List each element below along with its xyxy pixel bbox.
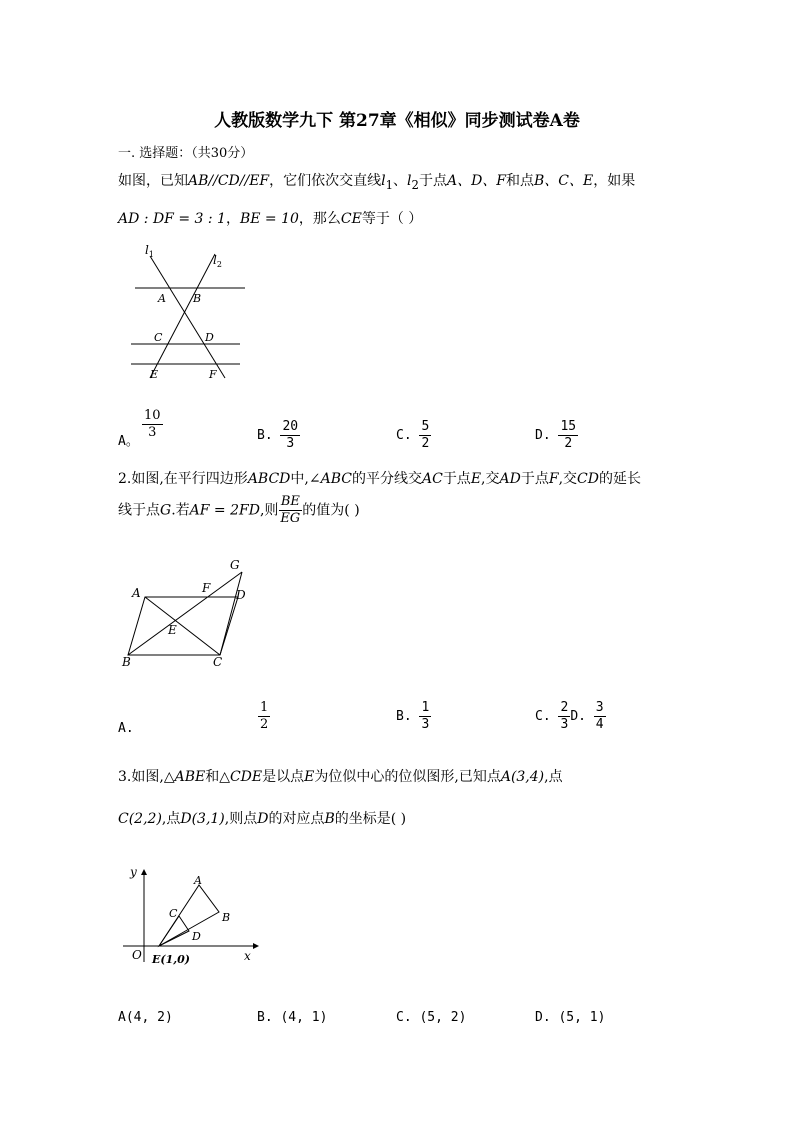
q2-option-c-num: 2 bbox=[560, 700, 569, 715]
q2-text: 2.如图,在平行四边形 bbox=[118, 471, 248, 487]
q1-points-adf: A、D、F bbox=[446, 173, 507, 189]
q1-option-a-den: 3 bbox=[148, 425, 157, 440]
q2-label-e: E bbox=[168, 623, 177, 637]
q2-figure bbox=[118, 555, 258, 670]
q1-option-d bbox=[535, 419, 578, 452]
q3-triangle-cde: △CDE bbox=[219, 769, 263, 785]
q3-label-x: x bbox=[244, 949, 251, 963]
q2-option-c-label: C. bbox=[535, 709, 551, 724]
q3-option-b: B. (4, 1) bbox=[257, 1010, 328, 1025]
q3-text: ,则点 bbox=[224, 811, 258, 827]
q2-angle: ∠ABC bbox=[308, 471, 352, 487]
q1-text: ，它们依次交直线 bbox=[269, 173, 382, 189]
q2-option-a-label: A. bbox=[118, 721, 134, 736]
q2-fraction-den: EG bbox=[280, 511, 301, 526]
q2-text: .若 bbox=[171, 502, 190, 519]
q2-text: 于点 bbox=[520, 471, 549, 487]
q1-label-l2: $l_2$ bbox=[213, 253, 222, 269]
q1-sep: 、 bbox=[393, 173, 408, 189]
q2-fraction bbox=[278, 494, 302, 527]
q2-option-d-den: 4 bbox=[595, 717, 604, 732]
q1-option-b-den: 3 bbox=[286, 436, 295, 451]
q1-label-a: A bbox=[158, 292, 166, 305]
q1-line-l1 bbox=[150, 256, 225, 378]
q1-ce-var: CE bbox=[340, 211, 362, 227]
q3-label-y: y bbox=[130, 865, 137, 879]
q1-option-b-label: B. bbox=[257, 428, 273, 443]
q1-text: 等于（ ） bbox=[361, 211, 423, 227]
q3-text: ,点 bbox=[544, 769, 563, 785]
q2-option-c-den: 3 bbox=[560, 717, 569, 732]
q1-text: ，那么 bbox=[298, 211, 341, 227]
q1-label-b: B bbox=[193, 292, 202, 305]
q1-points-bce: B、C、E bbox=[534, 173, 594, 189]
q2-label-a: A bbox=[132, 586, 141, 600]
q2-extension-cg bbox=[220, 572, 242, 655]
q3-line1 bbox=[118, 766, 563, 786]
q2-line1 bbox=[118, 468, 641, 488]
q3-line2 bbox=[118, 808, 406, 828]
q3-option-c: C. (5, 2) bbox=[396, 1010, 467, 1025]
q2-option-cd bbox=[535, 700, 606, 733]
q3-point-c: C(2,2) bbox=[118, 811, 162, 827]
q3-point-d: D(3,1) bbox=[180, 811, 225, 827]
q3-label-e: E(1,0) bbox=[152, 953, 190, 966]
q1-line2 bbox=[118, 208, 422, 228]
q1-option-d-label: D. bbox=[535, 428, 551, 443]
q3-b: B bbox=[324, 811, 335, 827]
q2-fraction-num: BE bbox=[280, 494, 300, 509]
q3-triangle-abe: △ABE bbox=[163, 769, 206, 785]
q2-text: 的平分线交 bbox=[351, 471, 422, 487]
q3-label-d: D bbox=[192, 930, 201, 943]
q3-option-a: A(4, 2) bbox=[118, 1010, 173, 1025]
q1-text: ，如果 bbox=[593, 173, 636, 189]
q1-l2-sub: 2 bbox=[411, 177, 419, 192]
q2-option-a bbox=[258, 700, 270, 733]
q1-option-d-den: 2 bbox=[564, 436, 573, 451]
q2-text: ,则 bbox=[259, 502, 279, 519]
q2-label-f: F bbox=[202, 581, 211, 595]
q1-l1-sub: 1 bbox=[385, 177, 394, 192]
q2-option-b bbox=[396, 700, 431, 733]
q3-d: D bbox=[257, 811, 269, 827]
q2-text: ,交 bbox=[558, 471, 578, 487]
q3-text: 3.如图, bbox=[118, 769, 164, 785]
q3-label-b: B bbox=[222, 911, 231, 924]
q1-label-f: F bbox=[209, 368, 217, 381]
q2-e: E bbox=[470, 471, 482, 487]
q2-option-d-num: 3 bbox=[595, 700, 604, 715]
q2-condition: AF = 2FD bbox=[189, 502, 260, 519]
q2-option-b-num: 1 bbox=[421, 700, 430, 715]
q3-label-o: O bbox=[132, 948, 142, 962]
q2-text: ,交 bbox=[481, 471, 500, 487]
q1-option-c-den: 2 bbox=[421, 436, 430, 451]
q2-text: 中, bbox=[290, 471, 309, 487]
q2-g: G bbox=[160, 502, 172, 519]
q2-option-d-label: D. bbox=[570, 709, 586, 724]
q2-label-b: B bbox=[122, 655, 131, 669]
q1-option-a bbox=[142, 408, 163, 441]
q3-point-a: A(3,4) bbox=[500, 769, 545, 785]
q2-label-g: G bbox=[230, 558, 240, 572]
q2-f: F bbox=[548, 471, 559, 487]
q1-l1: l bbox=[381, 173, 386, 189]
q1-l2: l bbox=[407, 173, 412, 189]
q2-cd: CD bbox=[577, 471, 599, 487]
q1-parallel-expr: AB//CD//EF bbox=[188, 173, 270, 189]
q2-option-b-den: 3 bbox=[421, 717, 430, 732]
q2-diagonal-ac bbox=[145, 597, 220, 655]
q2-text: 的延长 bbox=[598, 471, 641, 487]
q3-text: 为位似中心的位似图形,已知点 bbox=[314, 769, 501, 785]
q1-figure bbox=[125, 240, 255, 390]
q2-text: 于点 bbox=[442, 471, 471, 487]
q2-abcd: ABCD bbox=[247, 471, 291, 487]
q2-option-b-label: B. bbox=[396, 709, 412, 724]
q3-option-d: D. (5, 1) bbox=[535, 1010, 606, 1025]
q2-text: 的值为( ) bbox=[302, 502, 360, 519]
q1-text: 和点 bbox=[506, 173, 535, 189]
q2-line2 bbox=[118, 494, 360, 527]
q1-option-b-num: 20 bbox=[282, 419, 299, 434]
q1-text: 于点 bbox=[418, 173, 447, 189]
q2-bisector-bg bbox=[128, 572, 242, 655]
q2-label-d: D bbox=[236, 588, 246, 602]
q1-ratio-expr: AD : DF = 3 : 1 bbox=[118, 211, 226, 227]
q3-text: 的对应点 bbox=[268, 811, 325, 827]
q2-text: 线于点 bbox=[118, 502, 160, 519]
q1-option-c-num: 5 bbox=[421, 419, 430, 434]
q1-option-c-label: C. bbox=[396, 428, 412, 443]
q1-option-a-num: 10 bbox=[144, 408, 161, 423]
q2-option-a-num: 1 bbox=[260, 700, 269, 715]
q3-text: ,点 bbox=[161, 811, 181, 827]
q3-text: 和 bbox=[205, 769, 220, 785]
q1-option-a-label: A。 bbox=[118, 434, 139, 449]
q3-figure bbox=[118, 862, 268, 972]
q1-label-d: D bbox=[205, 331, 214, 344]
q1-option-d-num: 15 bbox=[560, 419, 577, 434]
q2-ac: AC bbox=[421, 471, 443, 487]
section-heading: 一. 选择题：（共30分） bbox=[118, 146, 254, 161]
page-title: 人教版数学九下 第27章《相似》同步测试卷A卷 bbox=[214, 111, 580, 131]
q3-label-c: C bbox=[169, 907, 178, 920]
q1-line1 bbox=[118, 170, 635, 192]
q1-label-c: C bbox=[154, 331, 163, 344]
q3-text: 是以点 bbox=[262, 769, 305, 785]
q1-comma: ， bbox=[225, 211, 240, 227]
q2-option-a-den: 2 bbox=[260, 717, 269, 732]
q1-be-expr: BE = 10 bbox=[239, 211, 299, 227]
q1-text: 如图，已知 bbox=[118, 173, 188, 189]
q2-ad: AD bbox=[499, 471, 521, 487]
q3-label-a: A bbox=[194, 874, 202, 887]
q3-e: E bbox=[304, 769, 315, 785]
q3-triangle-abe-shape bbox=[159, 885, 219, 946]
q3-text: 的坐标是( ) bbox=[334, 811, 407, 827]
q2-label-c: C bbox=[213, 655, 223, 669]
q1-option-b bbox=[257, 419, 300, 452]
q1-label-e: E bbox=[150, 368, 159, 381]
q1-label-l1: $l_1$ bbox=[145, 243, 154, 259]
q1-option-c bbox=[396, 419, 431, 452]
